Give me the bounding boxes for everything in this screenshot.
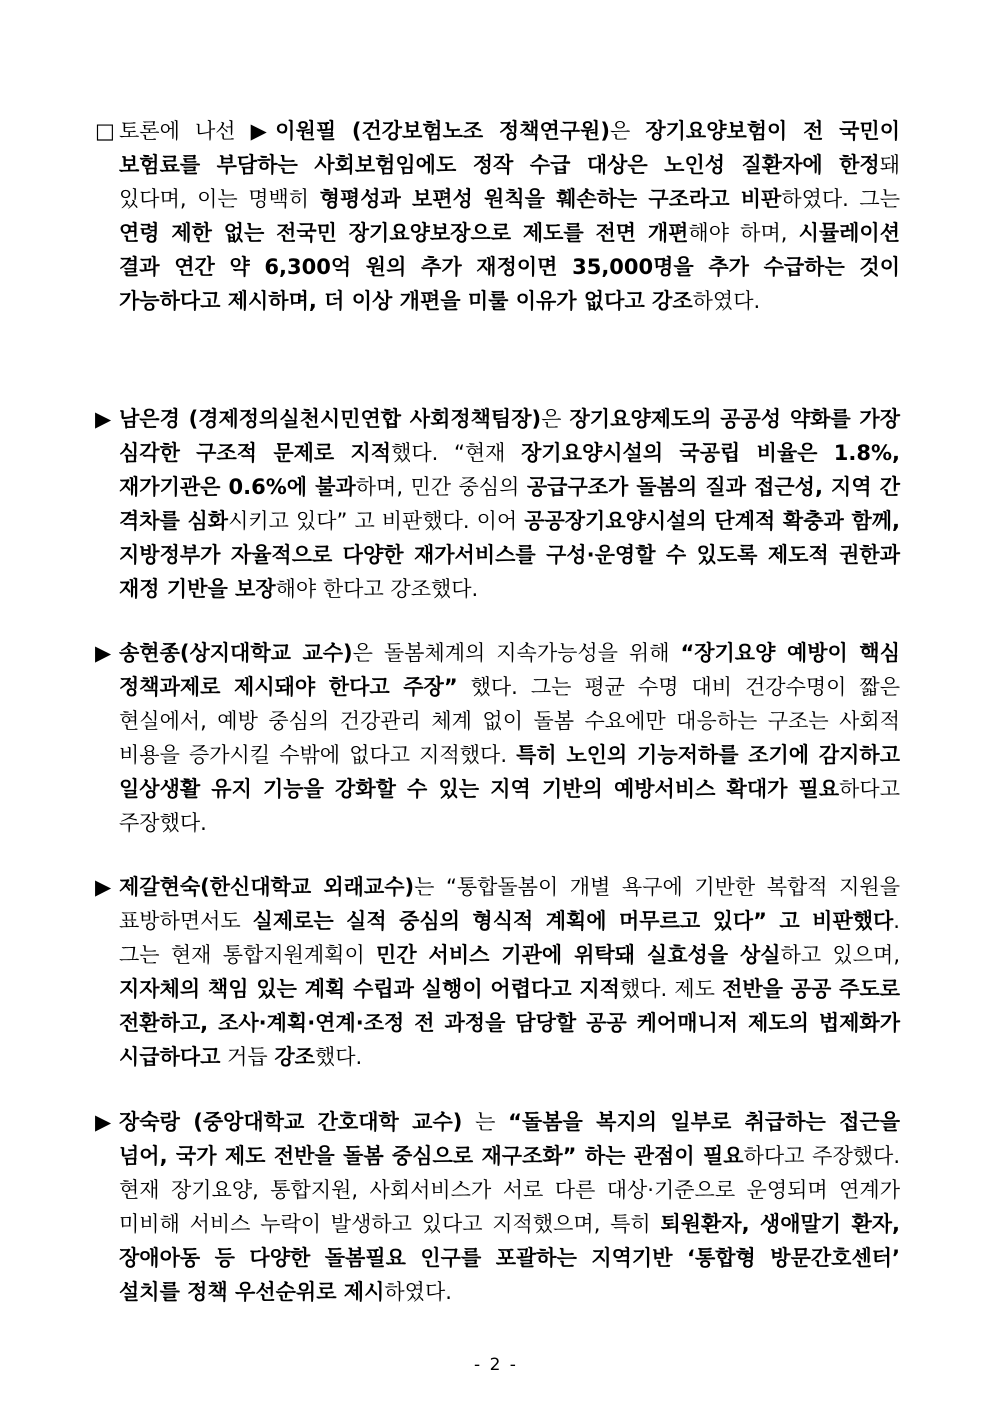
- paragraph-4: [95, 870, 900, 1074]
- paragraph-text: [119, 636, 900, 840]
- arrow-bullet-icon: ▶: [95, 1110, 112, 1134]
- emphasis-segment: 장기요양제도의 공공성 약화를 가장 심각한 구조적 문제로 지적: [119, 407, 900, 465]
- text-segment: 했다. 제도: [619, 977, 723, 1001]
- speaker-name: 남은경 (경제정의실천시민연합 사회정책팀장): [119, 407, 542, 431]
- speaker-name: 송현종(상지대학교 교수): [119, 641, 353, 665]
- emphasis-segment: 지자체의 책임 있는 계획 수립과 실행이 어렵다고 지적: [119, 977, 620, 1001]
- text-segment: 하며, 민간 중심의: [355, 475, 527, 499]
- text-segment: 토론에 나선: [119, 119, 251, 143]
- paragraph-text: [119, 1105, 900, 1309]
- text-segment: . 그는 현재 통합지원계획이: [119, 909, 900, 967]
- text-segment: 하고 있으며,: [780, 943, 900, 967]
- emphasis-segment: 형평성과 보편성 원칙을 훼손하는 구조라고 비판: [319, 187, 782, 211]
- emphasis-segment: 전반을 공공 주도로 전환하고, 조사·계획·연계·조정 전 과정을 담당할 공공 케어매니저 제도의 법제화가 시급하다고: [119, 977, 901, 1069]
- text-segment: 는 “통합돌봄이 개별 욕구에 기반한 복합적 지원을 표방하면서도: [119, 875, 900, 933]
- emphasis-segment: 장기요양시설의 국공립 비율은 1.8%, 재가기관은 0.6%에 불과: [119, 441, 900, 499]
- emphasis-segment: “장기요양 예방이 핵심 정책과제로 제시돼야 한다고 주장”: [119, 641, 900, 699]
- emphasis-segment: “돌봄을 복지의 일부로 취급하는 접근을 넘어, 국가 제도 전반을 돌봄 중심으로 재구조화” 하는 관점이 필요: [119, 1110, 901, 1168]
- arrow-bullet-icon: ▶: [95, 875, 112, 899]
- paragraph-5: [95, 1105, 900, 1309]
- text-segment: 하였다. 그는: [781, 187, 900, 211]
- text-segment: 돼 있다며, 이는 명백히: [119, 153, 900, 211]
- paragraph-2: [95, 402, 900, 606]
- text-segment: 은 돌봄체계의 지속가능성을 위해: [352, 641, 681, 665]
- speaker-name: 제갈현숙(한신대학교 외래교수): [119, 875, 415, 899]
- text-segment: 하였다.: [692, 289, 761, 313]
- text-segment: 하다고 주장했다. 현재 장기요양, 통합지원, 사회서비스가 서로 다른 대상·기준으로 운영되며 연계가 미비해 서비스 누락이 발생하고 있다고 지적했으며, 특히: [119, 1144, 900, 1236]
- emphasis-segment: 민간 서비스 기관에 위탁돼 실효성을 상실: [376, 943, 781, 967]
- emphasis-segment: 특히 노인의 기능저하를 조기에 감지하고 일상생활 유지 기능을 강화할 수 있는 지역 기반의 예방서비스 확대가 필요: [119, 743, 900, 801]
- text-segment: 하다고 주장했다.: [119, 777, 900, 835]
- emphasis-segment: 연령 제한 없는 전국민 장기요양보장으로 제도를 전면 개편: [119, 221, 689, 245]
- text-segment: 했다. 그는 평균 수명 대비 건강수명이 짧은 현실에서, 예방 중심의 건강관리 체계 없이 돌봄 수요에만 대응하는 구조는 사회적 비용을 증가시킬 수밖에 없다고 지적했다.: [119, 675, 900, 767]
- paragraph-text: [119, 114, 900, 318]
- text-segment: 거듭: [220, 1045, 275, 1069]
- text-segment: 했다.: [314, 1045, 363, 1069]
- emphasis-segment: 실제로는 실적 중심의 형식적 계획에 머무르고 있다” 고 비판했다: [252, 909, 894, 933]
- checkbox-bullet: □: [95, 119, 115, 143]
- text-segment: 해야 하며,: [688, 221, 799, 245]
- text-segment: 해야 한다고 강조했다.: [275, 577, 479, 601]
- text-segment: 시키고 있다” 고 비판했다. 이어: [228, 509, 525, 533]
- emphasis-segment: 장기요양보험이 전 국민이 보험료를 부담하는 사회보험임에도 정작 수급 대상은 노인성 질환자에 한정: [119, 119, 900, 177]
- emphasis-segment: 시뮬레이션 결과 연간 약 6,300억 원의 추가 재정이면 35,000명을 추가 수급하는 것이 가능하다고 제시하며, 더 이상 개편을 미룰 이유가 없다고 강조: [119, 221, 900, 313]
- text-segment: 은: [541, 407, 570, 431]
- arrow-bullet-icon: ▶: [95, 641, 112, 665]
- speaker-name: 장숙랑 (중앙대학교 간호대학 교수): [119, 1110, 463, 1134]
- text-segment: 는: [462, 1110, 509, 1134]
- emphasis-segment: 퇴원환자, 생애말기 환자, 장애아동 등 다양한 돌봄필요 인구를 포괄하는 지역기반 ‘통합형 방문간호센터’ 설치를 정책 우선순위로 제시: [119, 1212, 901, 1304]
- arrow-bullet-icon: ▶: [95, 407, 112, 431]
- speaker-name: ▶이원필 (건강보험노조 정책연구원): [250, 119, 610, 143]
- paragraph-3: [95, 636, 900, 840]
- page-number: - 2 -: [474, 1355, 518, 1375]
- paragraph-text: [119, 870, 900, 1074]
- paragraph-1: [95, 114, 900, 318]
- text-segment: 은: [609, 119, 646, 143]
- text-segment: 했다. “현재: [391, 441, 522, 465]
- paragraph-text: [119, 402, 900, 606]
- emphasis-segment: 공공장기요양시설의 단계적 확충과 함께, 지방정부가 자율적으로 다양한 재가서비스를 구성·운영할 수 있도록 제도적 권한과 재정 기반을 보장: [119, 509, 900, 601]
- emphasis-segment: 강조: [274, 1045, 315, 1069]
- text-segment: 하였다.: [384, 1280, 452, 1304]
- emphasis-segment: 공급구조가 돌봄의 질과 접근성, 지역 간 격차를 심화: [119, 475, 901, 533]
